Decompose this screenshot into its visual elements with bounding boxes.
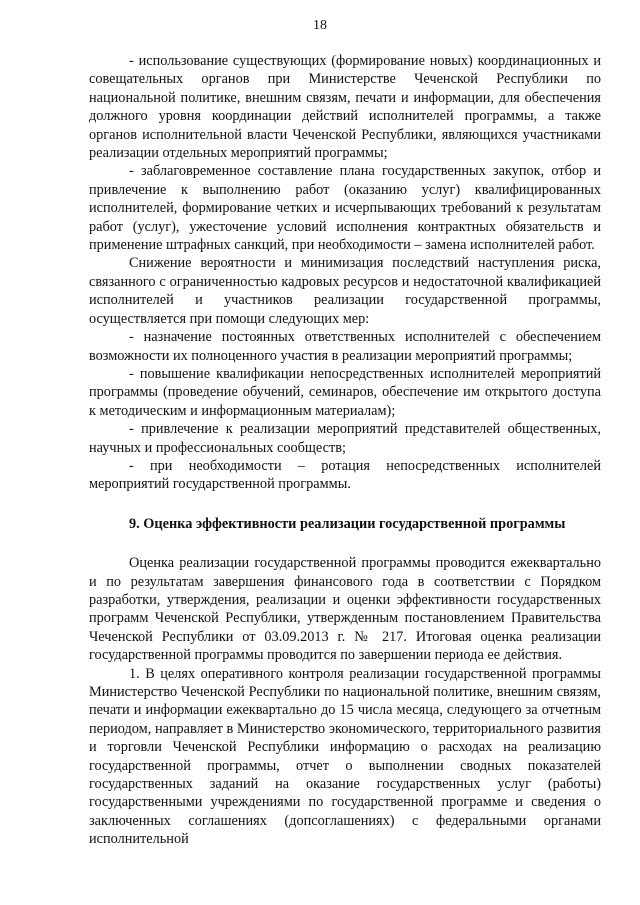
- paragraph-responsible-executors: - назначение постоянных ответственных исполнителей с обеспечением возможности их полноценного участия в реализации мероприятий программы;: [89, 329, 601, 364]
- paragraph-staffing-risk: Снижение вероятности и минимизация последствий наступления риска, связанного с ограниченностью кадровых ресурсов и недостаточной квалификацией исполнителей и участников реализации государственной программы, осуществляется при помощи следующих мер:: [89, 255, 601, 327]
- paragraph-qualification: - повышение квалификации непосредственных исполнителей мероприятий программы (проведение обучений, семинаров, обеспечение им открытого доступа к методическим и информационным материалам);: [89, 365, 601, 419]
- paragraph-community-involvement: - привлечение к реализации мероприятий представителей общественных, научных и профессиональных сообществ;: [89, 421, 601, 456]
- paragraph-assessment: Оценка реализации государственной программы проводится ежеквартально и по результатам завершения финансового года в соответствии с Порядком разработки, утверждения, реализации и оценки эффективности государственных программ Чеченской Республики, утвержденным постановлением Правительства Чеченской Республики от 03.09.2013 г. № 217. Итоговая оценка реализации государственной программы проводится по завершении периода ее действия.: [89, 555, 601, 664]
- page-number: 18: [313, 18, 327, 33]
- paragraph-operational-control: 1. В целях оперативного контроля реализации государственной программы Министерство Чеченской Республики по национальной политике, внешним связям, печати и информации ежеквартально до 15 числа месяца, следующего за отчетным периодом, направляет в Министерство экономического, территориального развития и торговли Чеченской Республики информацию о расходах на реализацию государственной программы, отчет о выполнении сводных показателей государственных заданий на оказание государственных услуг (работы) государственными учреждениями по государственной программе и сведения о заключенных соглашениях (допсоглашениях) с федеральными органами исполнительной: [89, 665, 601, 848]
- paragraph-coordination-bodies: - использование существующих (формирование новых) координационных и совещательных органов при Министерстве Чеченской Республики по национальной политике, внешним связям, печати и информации, для обеспечения должного уровня координации действий исполнителей программы, а также органов исполнительной власти Чеченской Республики, являющихся участниками реализации отдельных мероприятий программы;: [89, 53, 601, 162]
- document-body: [89, 52, 601, 849]
- paragraph-procurement-plan: - заблаговременное составление плана государственных закупок, отбор и привлечение к выполнению работ (оказанию услуг) квалифицированных исполнителей, формирование четких и исчерпывающих требований к результатам работ (услуг), ужесточение условий исполнения контрактных обязательств и применение штрафных санкций, при необходимости – замена исполнителей работ.: [89, 163, 601, 254]
- paragraph-rotation: - при необходимости – ротация непосредственных исполнителей мероприятий государственной программы.: [89, 457, 601, 493]
- section-heading: 9. Оценка эффективности реализации государственной программы: [129, 515, 566, 532]
